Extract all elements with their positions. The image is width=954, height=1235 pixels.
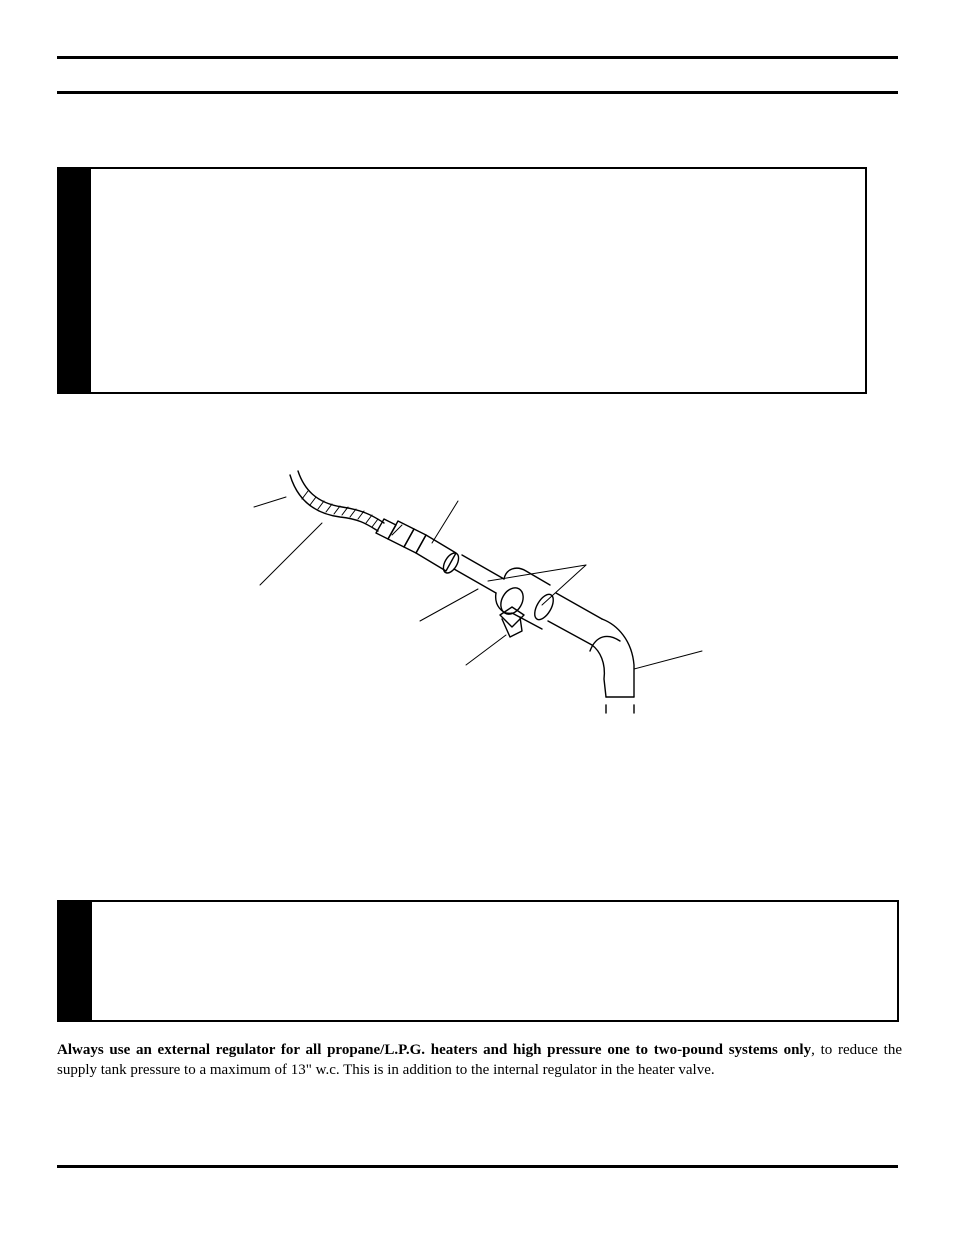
- gas-pipe: [454, 555, 504, 593]
- regulator-note-bold: Always use an external regulator for all propane/L.P.G. heaters and high pressure one to two-pound systems only: [57, 1042, 812, 1058]
- header-rule-bottom: [57, 91, 898, 94]
- regulator-note-text: , to reduce the supply tank pressure to a maximum of 13" w.c. This is in addition to the internal regulator in the heater valve.: [57, 1042, 902, 1078]
- warning-box-upper: [57, 167, 867, 394]
- gas-pipe-lower: [548, 593, 602, 645]
- gas-connection-diagram: [250, 465, 710, 720]
- regulator-note: [57, 1040, 902, 1080]
- footer-rule: [57, 1165, 898, 1168]
- pipe-elbow: [590, 619, 634, 713]
- header-rule-top: [57, 56, 898, 59]
- warning-box-lower: [57, 900, 899, 1022]
- warning-box-bar: [59, 169, 91, 392]
- flex-connector-hose: [290, 471, 384, 531]
- warning-box-bar: [59, 902, 92, 1020]
